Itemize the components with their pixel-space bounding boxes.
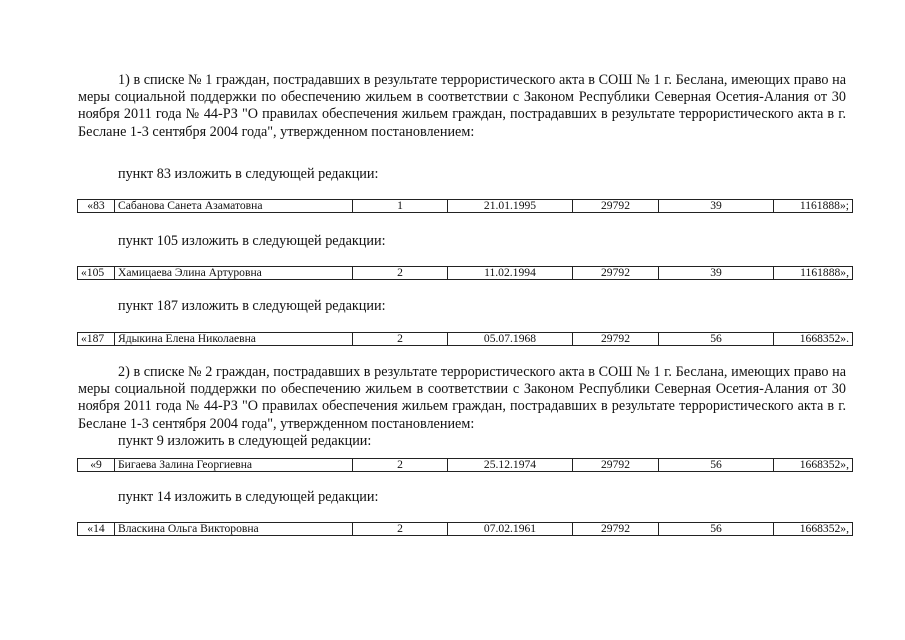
row-name: Сабанова Санета Азаматовна [115, 200, 353, 213]
row-count: 2 [353, 523, 448, 536]
row-number: «187 [78, 333, 115, 346]
table-row-187 [77, 332, 853, 346]
row-date: 07.02.1961 [448, 523, 573, 536]
row-count: 2 [353, 459, 448, 472]
section-1-paragraph: 1) в списке № 1 граждан, пострадавших в результате террористического акта в СОШ № 1 г. Беслана, имеющих право на меры социальной поддержки по обеспечению жильем в соответствии с Законом Республики Северная Осетия-Алания от 30 ноября 2011 года № 44-РЗ "О правилах обеспечения жильем граждан, пострадавших в результате террористического акта в г. Беслане 1-3 сентября 2004 года", утвержденном постановлением: [78, 72, 846, 140]
row-sum: 1668352», [774, 523, 853, 536]
row-count: 1 [353, 200, 448, 213]
row-area: 39 [659, 200, 774, 213]
row-norm: 29792 [573, 200, 659, 213]
instruction-item-105: пункт 105 изложить в следующей редакции: [118, 233, 386, 249]
row-sum: 1161888», [774, 267, 853, 280]
row-date: 25.12.1974 [448, 459, 573, 472]
row-area: 39 [659, 267, 774, 280]
row-sum: 1668352». [774, 333, 853, 346]
table-row-9 [77, 458, 853, 472]
table-row-83 [77, 199, 853, 213]
row-number: «83 [78, 200, 115, 213]
row-area: 56 [659, 459, 774, 472]
instruction-item-187: пункт 187 изложить в следующей редакции: [118, 298, 386, 314]
instruction-item-9: пункт 9 изложить в следующей редакции: [118, 433, 372, 449]
row-date: 11.02.1994 [448, 267, 573, 280]
table-row-105 [77, 266, 853, 280]
section-2-paragraph: 2) в списке № 2 граждан, пострадавших в результате террористического акта в СОШ № 1 г. Беслана, имеющих право на меры социальной поддержки по обеспечению жильем в соответствии с Законом Республики Северная Осетия-Алания от 30 ноября 2011 года № 44-РЗ "О правилах обеспечения жильем граждан, пострадавших в результате террористического акта в г. Беслане 1-3 сентября 2004 года", утвержденном постановлением: [78, 364, 846, 432]
row-norm: 29792 [573, 267, 659, 280]
row-name: Бигаева Залина Георгиевна [115, 459, 353, 472]
table-row-14 [77, 522, 853, 536]
row-sum: 1668352», [774, 459, 853, 472]
instruction-item-83: пункт 83 изложить в следующей редакции: [118, 166, 379, 182]
instruction-item-14: пункт 14 изложить в следующей редакции: [118, 489, 379, 505]
row-number: «14 [78, 523, 115, 536]
row-number: «9 [78, 459, 115, 472]
row-sum: 1161888»; [774, 200, 853, 213]
row-date: 21.01.1995 [448, 200, 573, 213]
row-area: 56 [659, 523, 774, 536]
row-norm: 29792 [573, 459, 659, 472]
row-norm: 29792 [573, 333, 659, 346]
row-count: 2 [353, 333, 448, 346]
row-name: Хамицаева Элина Артуровна [115, 267, 353, 280]
row-date: 05.07.1968 [448, 333, 573, 346]
row-name: Ядыкина Елена Николаевна [115, 333, 353, 346]
row-norm: 29792 [573, 523, 659, 536]
row-number: «105 [78, 267, 115, 280]
row-count: 2 [353, 267, 448, 280]
row-area: 56 [659, 333, 774, 346]
row-name: Власкина Ольга Викторовна [115, 523, 353, 536]
